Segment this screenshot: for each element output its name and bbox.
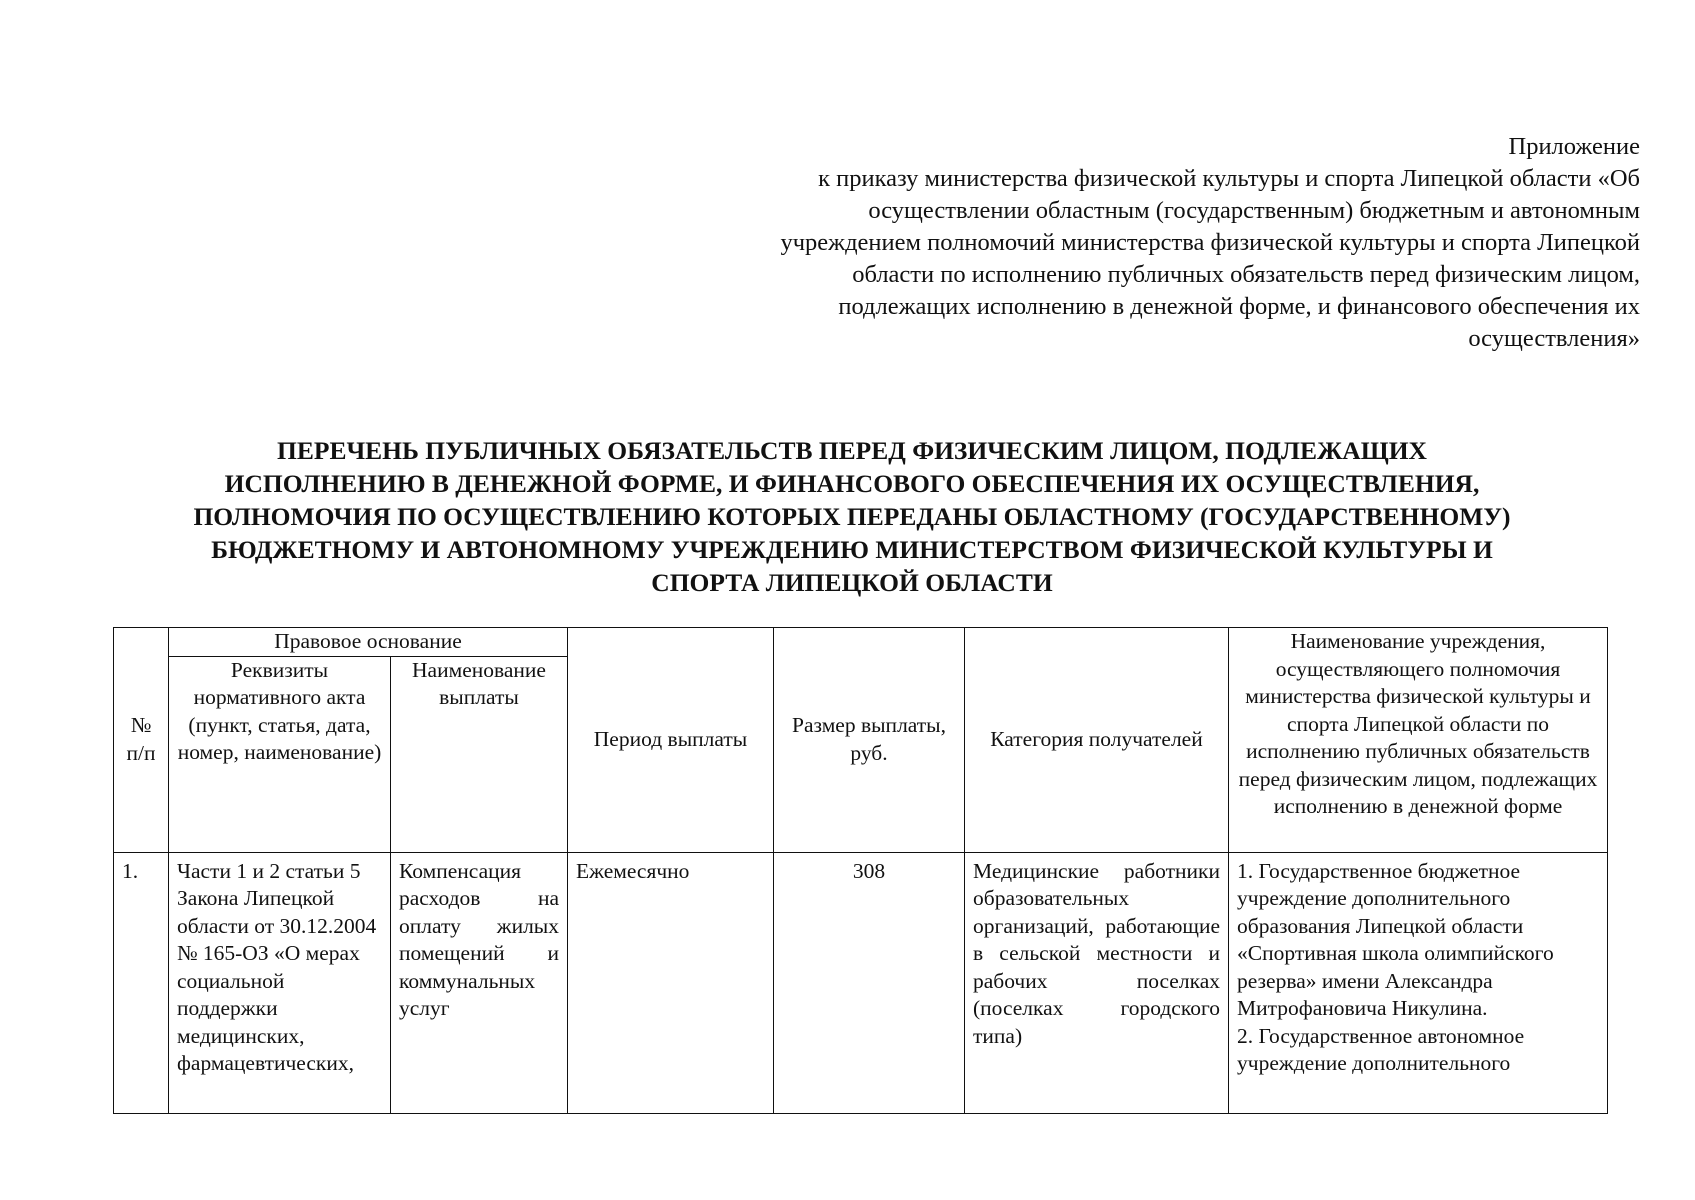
cell-act: Части 1 и 2 статьи 5 Закона Липецкой области от 30.12.2004 № 165-ОЗ «О мерах социальной поддержки медицинских, фармацевтических, [169,852,391,1113]
cell-payment: Компенсация расходов на оплату жилых помещений и коммунальных услуг [391,852,568,1113]
title-line: СПОРТА ЛИПЕЦКОЙ ОБЛАСТИ [651,568,1053,597]
cell-recipients: Медицинские работники образовательных организаций, работающие в сельской местности и рабочих поселках (поселках городского типа) [965,852,1229,1113]
annex-header [560,131,1640,355]
cell-institution [1229,852,1608,1113]
institution-item: 1. Государственное бюджетное учреждение дополнительного образования Липецкой области «Спортивная школа олимпийского резерва» имени Александра Митрофановича Никулина. [1237,858,1554,1020]
header-amount: Размер выплаты, руб. [774,628,965,853]
annex-line: Приложение [1508,133,1640,160]
annex-line: подлежащих исполнению в денежной форме, и финансового обеспечения их [838,293,1640,320]
table-header [114,628,1608,853]
title-line: БЮДЖЕТНОМУ И АВТОНОМНОМУ УЧРЕЖДЕНИЮ МИНИСТЕРСТВОМ ФИЗИЧЕСКОЙ КУЛЬТУРЫ И [211,535,1493,564]
header-act-details: Реквизиты нормативного акта (пункт, статья, дата, номер, наименование) [169,656,391,852]
institution-item: 2. Государственное автономное учреждение дополнительного [1237,1023,1525,1075]
document-title [112,434,1592,599]
cell-number: 1. [114,852,169,1113]
header-institution: Наименование учреждения, осуществляющего полномочия министерства физической культуры и спорта Липецкой области по исполнению публичных обязательств перед физическим лицом, подлежащих исполнению в денежной форме [1229,628,1608,853]
title-line: ПОЛНОМОЧИЯ ПО ОСУЩЕСТВЛЕНИЮ КОТОРЫХ ПЕРЕДАНЫ ОБЛАСТНОМУ (ГОСУДАРСТВЕННОМУ) [193,502,1511,531]
header-row [114,628,1608,657]
annex-line: области по исполнению публичных обязательств перед физическим лицом, [852,261,1640,288]
header-period: Период выплаты [568,628,774,853]
table-row [114,852,1608,1113]
header-recipients: Категория получателей [965,628,1229,853]
annex-line: осуществления» [1468,325,1640,352]
cell-period: Ежемесячно [568,852,774,1113]
header-number: № п/п [114,628,169,853]
title-line: ИСПОЛНЕНИЮ В ДЕНЕЖНОЙ ФОРМЕ, И ФИНАНСОВОГО ОБЕСПЕЧЕНИЯ ИХ ОСУЩЕСТВЛЕНИЯ, [224,469,1480,498]
annex-line: учреждением полномочий министерства физической культуры и спорта Липецкой [780,229,1640,256]
obligations-table [113,627,1608,1114]
annex-line: осуществлении областным (государственным) бюджетным и автономным [868,197,1640,224]
title-line: ПЕРЕЧЕНЬ ПУБЛИЧНЫХ ОБЯЗАТЕЛЬСТВ ПЕРЕД ФИЗИЧЕСКИМ ЛИЦОМ, ПОДЛЕЖАЩИХ [277,436,1427,465]
header-legal-basis: Правовое основание [169,628,568,657]
annex-line: к приказу министерства физической культуры и спорта Липецкой области «Об [818,165,1640,192]
header-payment-name: Наименование выплаты [391,656,568,852]
cell-amount: 308 [774,852,965,1113]
